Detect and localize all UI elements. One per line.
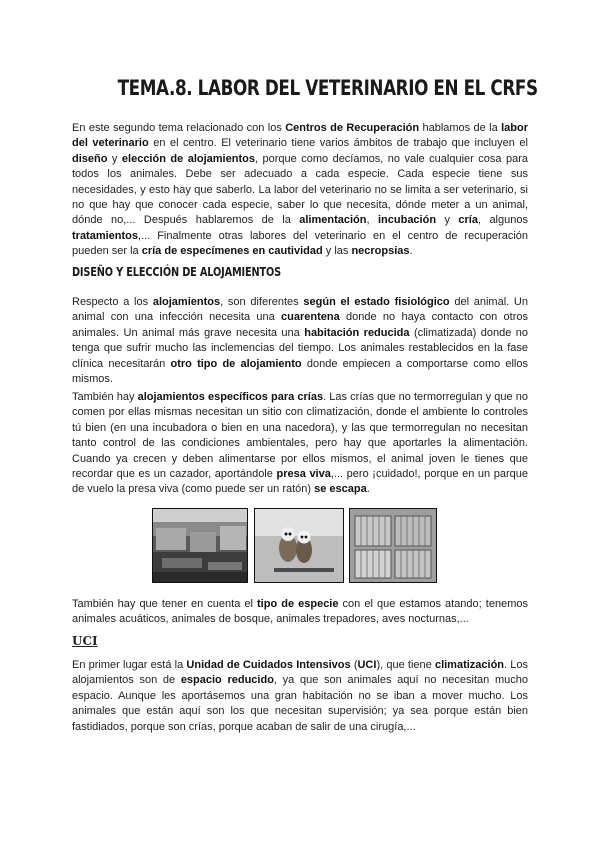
- photo-cages: [349, 508, 437, 583]
- page-title: TEMA.8. LABOR DEL VETERINARIO EN EL CRFS: [117, 76, 538, 100]
- alojamientos-paragraph-2: También hay alojamientos específicos para crías. Las crías que no termorregulan y que no comen por ellas mismas necesitan un sitio con climatización, donde el ambiente lo controles tú bien (en una incubadora o bien en una nacedora), y las que termorregulan no necesitan tanto control de las condiciones ambientales, pero hay que aportarles la alimentación. Cuando ya crecen y deben alimentarse por ellos mismos, el animal joven le tienes que recordar que es un cazador, aportándole presa viva,... pero ¡cuidado!, porque en un parque de vuelo la presa viva (como puede ser un ratón) se escapa.: [72, 391, 528, 496]
- alojamientos-paragraph-1: Respecto a los alojamientos, son diferentes según el estado fisiológico del animal. Un animal con una infección necesita una cuarentena donde no haya contacto con otros animales. Un animal más grave necesita una habitación reducida (climatizada) donde no tenga que sufrir mucho las inclemencias del tiempo. Los animales restablecidos en la fase clínica necesitarán otro tipo de alojamiento donde empiecen a comportarse como ellos mismos.: [72, 296, 528, 386]
- photo-center-buildings: [152, 508, 248, 583]
- section-heading-alojamientos: DISEÑO Y ELECCIÓN DE ALOJAMIENTOS: [72, 264, 282, 279]
- photo-owls: [254, 508, 344, 583]
- alojamientos-paragraph-3: También hay que tener en cuenta el tipo de especie con el que estamos atando; tenemos animales acuáticos, animales de bosque, animales trepadores, aves nocturnas,...: [72, 598, 528, 626]
- intro-paragraph: En este segundo tema relacionado con los Centros de Recuperación hablamos de la labor del veterinario en el centro. El veterinario tiene varios ámbitos de trabajo que incluyen el diseño y elección de alojamientos, porque como decíamos, no vale cualquier cosa para todos los animales. Debe ser adecuado a cada especie. Cada especie tiene sus necesidades, y esto hay que saberlo. La labor del veterinario no se limita a ser veterinario, si no que hay que conocer cada especie, saber lo que necesita, dónde meter a un animal, dónde no,... Después hablaremos de la alimentación, incubación y cría, algunos tratamientos,... Finalmente otras labores del veterinario en el centro de recuperación pueden ser la cría de especímenes en cautividad y las necropsias.: [72, 122, 529, 258]
- photo-strip: [152, 508, 452, 583]
- section-heading-uci: UCI: [72, 634, 98, 648]
- uci-paragraph: En primer lugar está la Unidad de Cuidados Intensivos (UCI), que tiene climatización. Los alojamientos son de espacio reducido, ya que son animales aquí no necesitan mucho espacio. Aunque les aportásemos una gran habitación no se iban a mover mucho. Los animales que están aquí son los que necesitan supervisión; ya sea porque están bien fastidiados, porque son crías, porque acaban de salir de una cirugía,...: [72, 659, 529, 733]
